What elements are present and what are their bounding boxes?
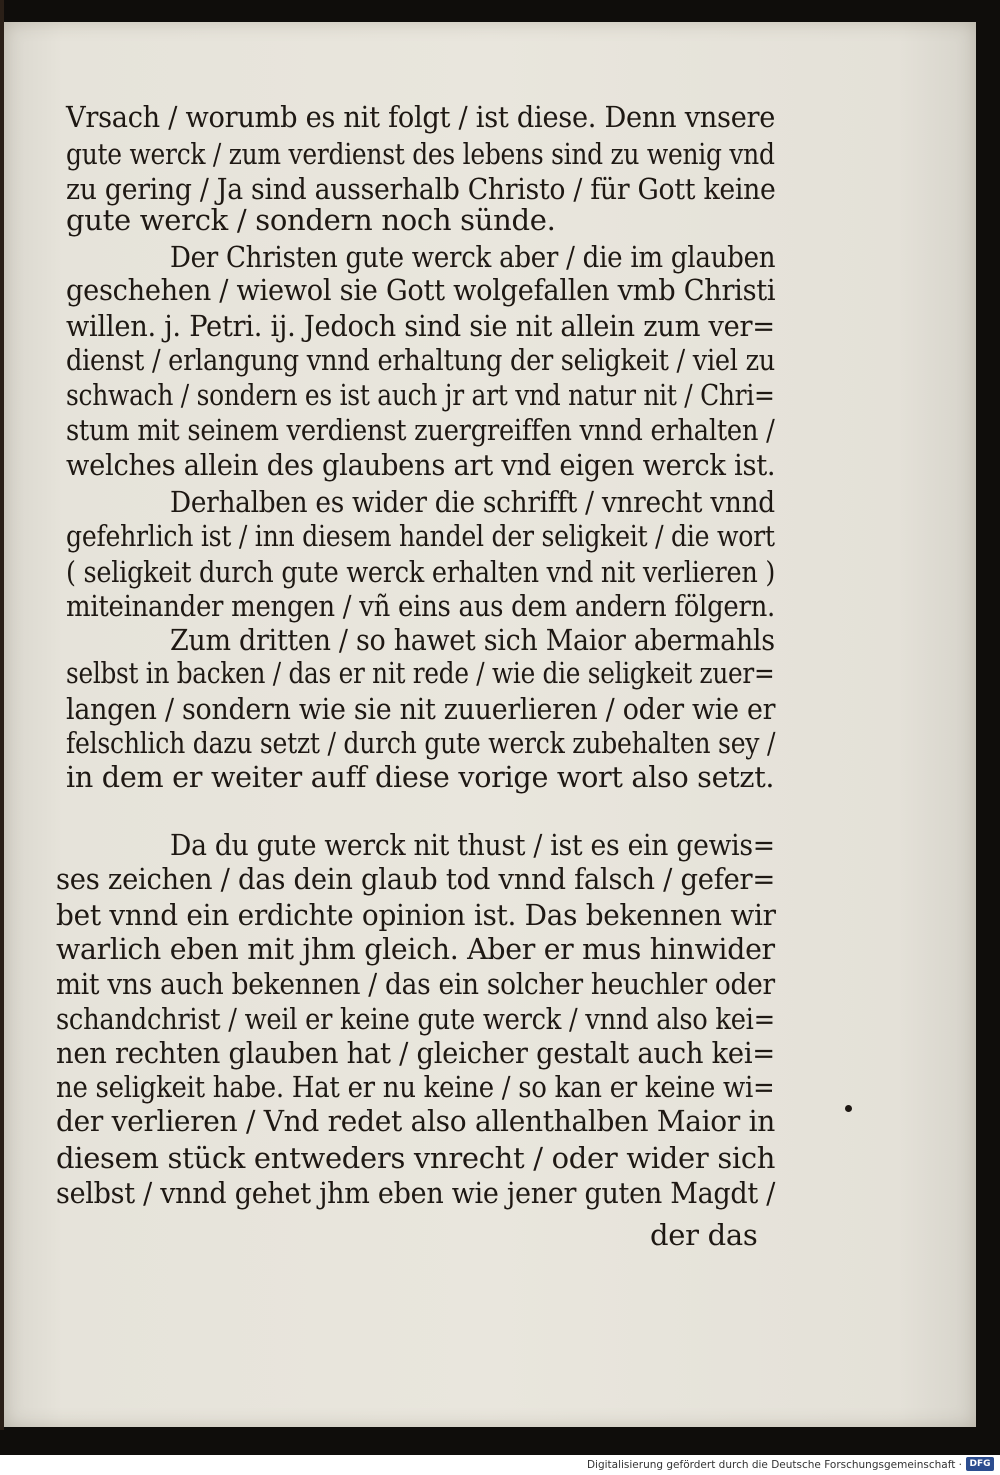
- text-line: gute werck / zum verdienst des lebens sind zu wenig vnd: [66, 137, 775, 171]
- text-line: geschehen / wiewol sie Gott wolgefallen vmb Christi: [66, 273, 776, 307]
- text-line: felschlich dazu setzt / durch gute werck zubehalten sey /: [66, 726, 776, 760]
- text-line: schwach / sondern es ist auch jr art vnd natur nit / Chri=: [66, 378, 775, 412]
- text-line: zu gering / Ja sind ausserhalb Christo / für Gott keine: [66, 172, 776, 206]
- text-line: willen. j. Petri. ij. Jedoch sind sie nit allein zum ver=: [66, 309, 775, 343]
- text-line: selbst in backen / das er nit rede / wie die seligkeit zuer=: [66, 656, 775, 690]
- text-line: ses zeichen / das dein glaub tod vnnd falsch / gefer=: [56, 862, 776, 896]
- text-line: Zum dritten / so hawet sich Maior abermahls: [170, 623, 775, 657]
- text-line: gute werck / sondern noch sünde.: [66, 203, 556, 237]
- text-line: warlich eben mit jhm gleich. Aber er mus hinwider: [56, 932, 775, 966]
- footer-credit: Digitalisierung gefördert durch die Deutsche Forschungsgemeinschaft ·: [586, 1459, 962, 1471]
- text-line: miteinander mengen / vñ eins aus dem andern fölgern.: [66, 589, 776, 623]
- text-line: nen rechten glauben hat / gleicher gestalt auch kei=: [56, 1036, 775, 1070]
- text-line: langen / sondern wie sie nit zuuerlieren / oder wie er: [66, 692, 776, 726]
- text-line: schandchrist / weil er keine gute werck / vnnd also kei=: [56, 1002, 775, 1036]
- footer-bar: [0, 1455, 1000, 1475]
- text-line: in dem er weiter auff diese vorige wort also setzt.: [66, 760, 775, 794]
- text-line: Vrsach / worumb es nit folgt / ist diese. Denn vnsere: [66, 100, 776, 134]
- text-line: mit vns auch bekennen / das ein solcher heuchler oder: [56, 967, 775, 1001]
- catchword: der das: [650, 1218, 758, 1252]
- text-line: dienst / erlangung vnnd erhaltung der seligkeit / viel zu: [66, 343, 776, 377]
- text-line: diesem stück entweders vnrecht / oder wider sich: [56, 1141, 776, 1175]
- text-line: ( seligkeit durch gute werck erhalten vnd nit verlieren ): [66, 555, 776, 589]
- text-line: gefehrlich ist / inn diesem handel der seligkeit / die wort: [66, 519, 775, 553]
- ink-dot: [845, 1105, 852, 1112]
- text-line: stum mit seinem verdienst zuergreiffen vnnd erhalten /: [66, 413, 775, 447]
- text-line: ne seligkeit habe. Hat er nu keine / so kan er keine wi=: [56, 1070, 775, 1104]
- text-line: der verlieren / Vnd redet also allenthalben Maior in: [56, 1104, 776, 1138]
- text-line: bet vnnd ein erdichte opinion ist. Das bekennen wir: [56, 898, 776, 932]
- text-line: Da du gute werck nit thust / ist es ein gewis=: [170, 828, 775, 862]
- dfg-logo: DFG: [966, 1457, 994, 1471]
- text-line: Derhalben es wider die schrifft / vnrecht vnnd: [170, 485, 775, 519]
- text-line: Der Christen gute werck aber / die im glauben: [170, 240, 776, 274]
- text-line: welches allein des glaubens art vnd eigen werck ist.: [66, 448, 776, 482]
- text-line: selbst / vnnd gehet jhm eben wie jener guten Magdt /: [56, 1176, 776, 1210]
